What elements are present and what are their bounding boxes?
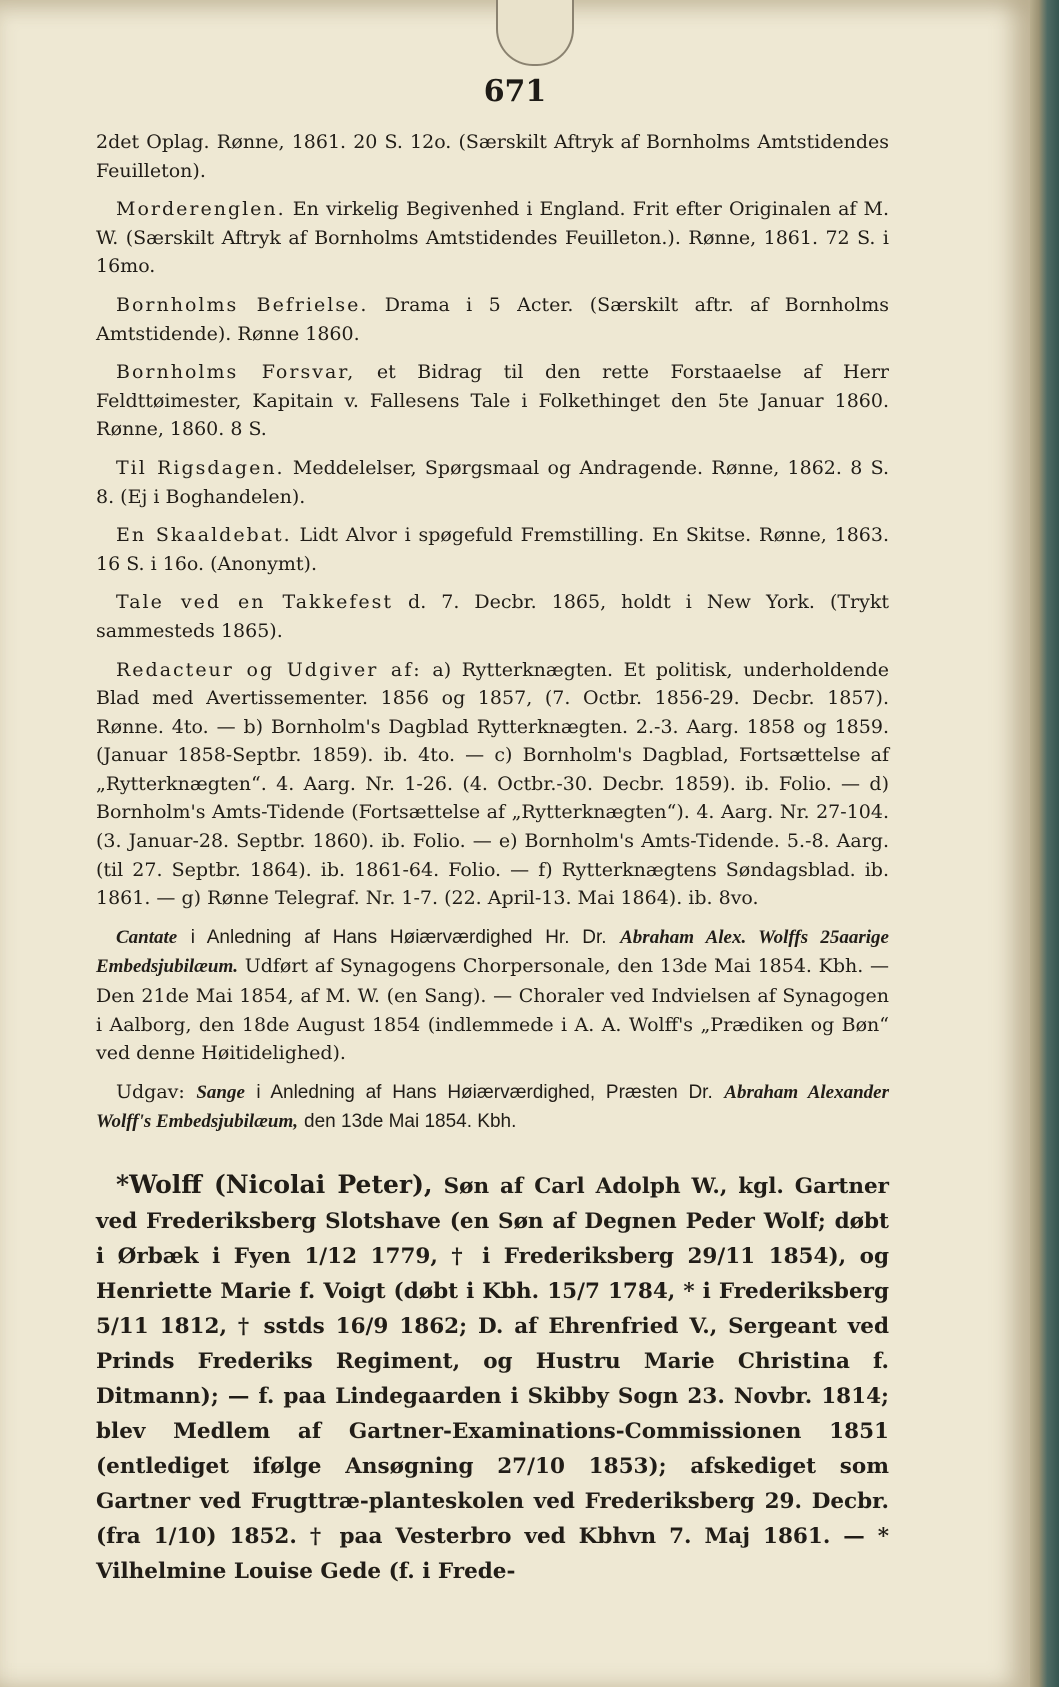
entry-title: Tale ved en Takkefest	[116, 591, 393, 614]
udgav-lead: Udgav:	[116, 1080, 185, 1103]
entry-title: Til Rigsdagen.	[116, 456, 285, 479]
entry-text: 2det Oplag. Rønne, 1861. 20 S. 12o. (Særskilt Aftryk af Bornholms Amtstidendes Feuilleton).	[96, 131, 889, 182]
entry-text: Lidt Alvor i spøgefuld Fremstilling. En Skitse. Rønne, 1863. 16 S. i 16o. (Anonymt).	[96, 524, 889, 575]
entry-text: et Bidrag til den rette Forstaaelse af Herr Feldttøimester, Kapitain v. Fallesens Tale i Folkethinget den 5te Januar 1860. Rønne, 1860. 8 S.	[96, 361, 890, 441]
entry-text: Meddelelser, Spørgsmaal og Andragende. Rønne, 1862. 8 S. 8. (Ej i Boghandelen).	[96, 456, 889, 508]
cantate-text-2: Udført af Synagogens Chorpersonale, den 13de Mai 1854. Kbh. — Den 21de Mai 1854, af M. W. (en Sang). — Choraler ved Indvielsen af Synagogen i Aalborg, den 18de August 1854 (indlemmede i A. A. Wolff's „Prædiken og Bøn“ ved denne Høitidelighed).	[96, 955, 889, 1065]
udgav-title: Sange	[196, 1081, 245, 1103]
book-binding-edge	[1030, 0, 1059, 1687]
udgav-title-2: Abraham Alexander Wolff's Embedsjubilæum,	[96, 1081, 889, 1133]
udgav-text-2: den 13de Mai 1854. Kbh.	[304, 1111, 517, 1133]
page-tab-notch	[496, 0, 574, 66]
udgav-text: i Anledning af Hans Høiærværdighed, Præsten Dr.	[256, 1081, 713, 1103]
wolff-name: *Wolff (Nicolai Peter),	[116, 1170, 433, 1199]
entry-tale	[96, 588, 889, 645]
entry-morderenglen	[96, 195, 889, 281]
entry-title: En Skaaldebat.	[116, 524, 292, 547]
entry-title: Redacteur og Udgiver af:	[116, 658, 422, 681]
body-text	[96, 128, 889, 1599]
entry-oplag	[96, 128, 889, 185]
entry-text: a) Rytterknægten. Et politisk, underholdende Blad med Avertissementer. 1856 og 1857, (7. Octbr. 1856-29. Decbr. 1857). Rønne. 4to. — b) Bornholm's Dagblad Rytterknægten. 2.-3. Aarg. 1858 og 1859. (Januar 1858-Septbr. 1859). ib. 4to. — c) Bornholm's Dagblad, Fortsættelse af „Rytterknægten“. 4. Aarg. Nr. 1-26. (4. Octbr.-30. Decbr. 1859). ib. Folio. — d) Bornholm's Amts-Tidende (Fortsættelse af „Rytterknægten“). 4. Aarg. Nr. 27-104. (3. Januar-28. Septbr. 1860). ib. Folio. — e) Bornholm's Amts-Tidende. 5.-8. Aarg. (til 27. Septbr. 1864). ib. 1861-64. Folio. — f) Rytterknægtens Søndagsblad. ib. 1861. — g) Rønne Telegraf. Nr. 1-7. (22. April-13. Mai 1864). ib. 8vo.	[96, 658, 890, 910]
entry-redacteur	[96, 656, 889, 913]
entry-udgav	[96, 1078, 889, 1137]
entry-text: d. 7. Decbr. 1865, holdt i New York. (Trykt sammesteds 1865).	[96, 591, 890, 642]
entry-rigsdagen	[96, 454, 889, 511]
entry-title: Bornholms Befrielse.	[116, 293, 369, 316]
cantate-title: Abraham Alex. Wolffs 25aarige Embedsjubilæum.	[96, 926, 889, 978]
entry-title: Bornholms Forsvar,	[116, 361, 356, 384]
entry-text: Drama i 5 Acter. (Særskilt aftr. af Bornholms Amtstidende). Rønne 1860.	[96, 293, 889, 345]
entry-forsvar	[96, 358, 889, 444]
entry-skaaldebat	[96, 521, 889, 578]
entry-title: Morderenglen.	[116, 198, 286, 221]
entry-wolff-biography	[96, 1167, 889, 1589]
entry-text: En virkelig Begivenhed i England. Frit efter Originalen af M. W. (Særskilt Aftryk af Bornholms Amtstidendes Feuilleton.). Rønne, 1861. 72 S. i 16mo.	[96, 198, 889, 278]
wolff-text: Søn af Carl Adolph W., kgl. Gartner ved Frederiksberg Slotshave (en Søn af Degnen Peder Wolf; døbt i Ørbæk i Fyen 1/12 1779, † i Frederiksberg 29/11 1854), og Henriette Marie f. Voigt (døbt i Kbh. 15/7 1784, * i Frederiksberg 5/11 1812, † sstds 16/9 1862; D. af Ehrenfried V., Sergeant ved Prinds Frederiks Regiment, og Hustru Marie Christina f. Ditmann); — f. paa Lindegaarden i Skibby Sogn 23. Novbr. 1814; blev Medlem af Gartner-Examinations-Commissionen 1851 (entlediget ifølge Ansøgning 27/10 1853); afskediget som Gartner ved Frugttræ-planteskolen ved Frederiksberg 29. Decbr. (fra 1/10) 1852. † paa Vesterbro ved Kbhvn 7. Maj 1861. — * Vilhelmine Louise Gede (f. i Frede-	[96, 1174, 889, 1584]
entry-cantate	[96, 923, 889, 1068]
entry-befrielse	[96, 291, 889, 348]
cantate-lead: Cantate	[116, 926, 178, 948]
cantate-text: i Anledning af Hans Høiærværdighed Hr. Dr.	[190, 926, 607, 948]
page-number: 671	[483, 74, 547, 109]
